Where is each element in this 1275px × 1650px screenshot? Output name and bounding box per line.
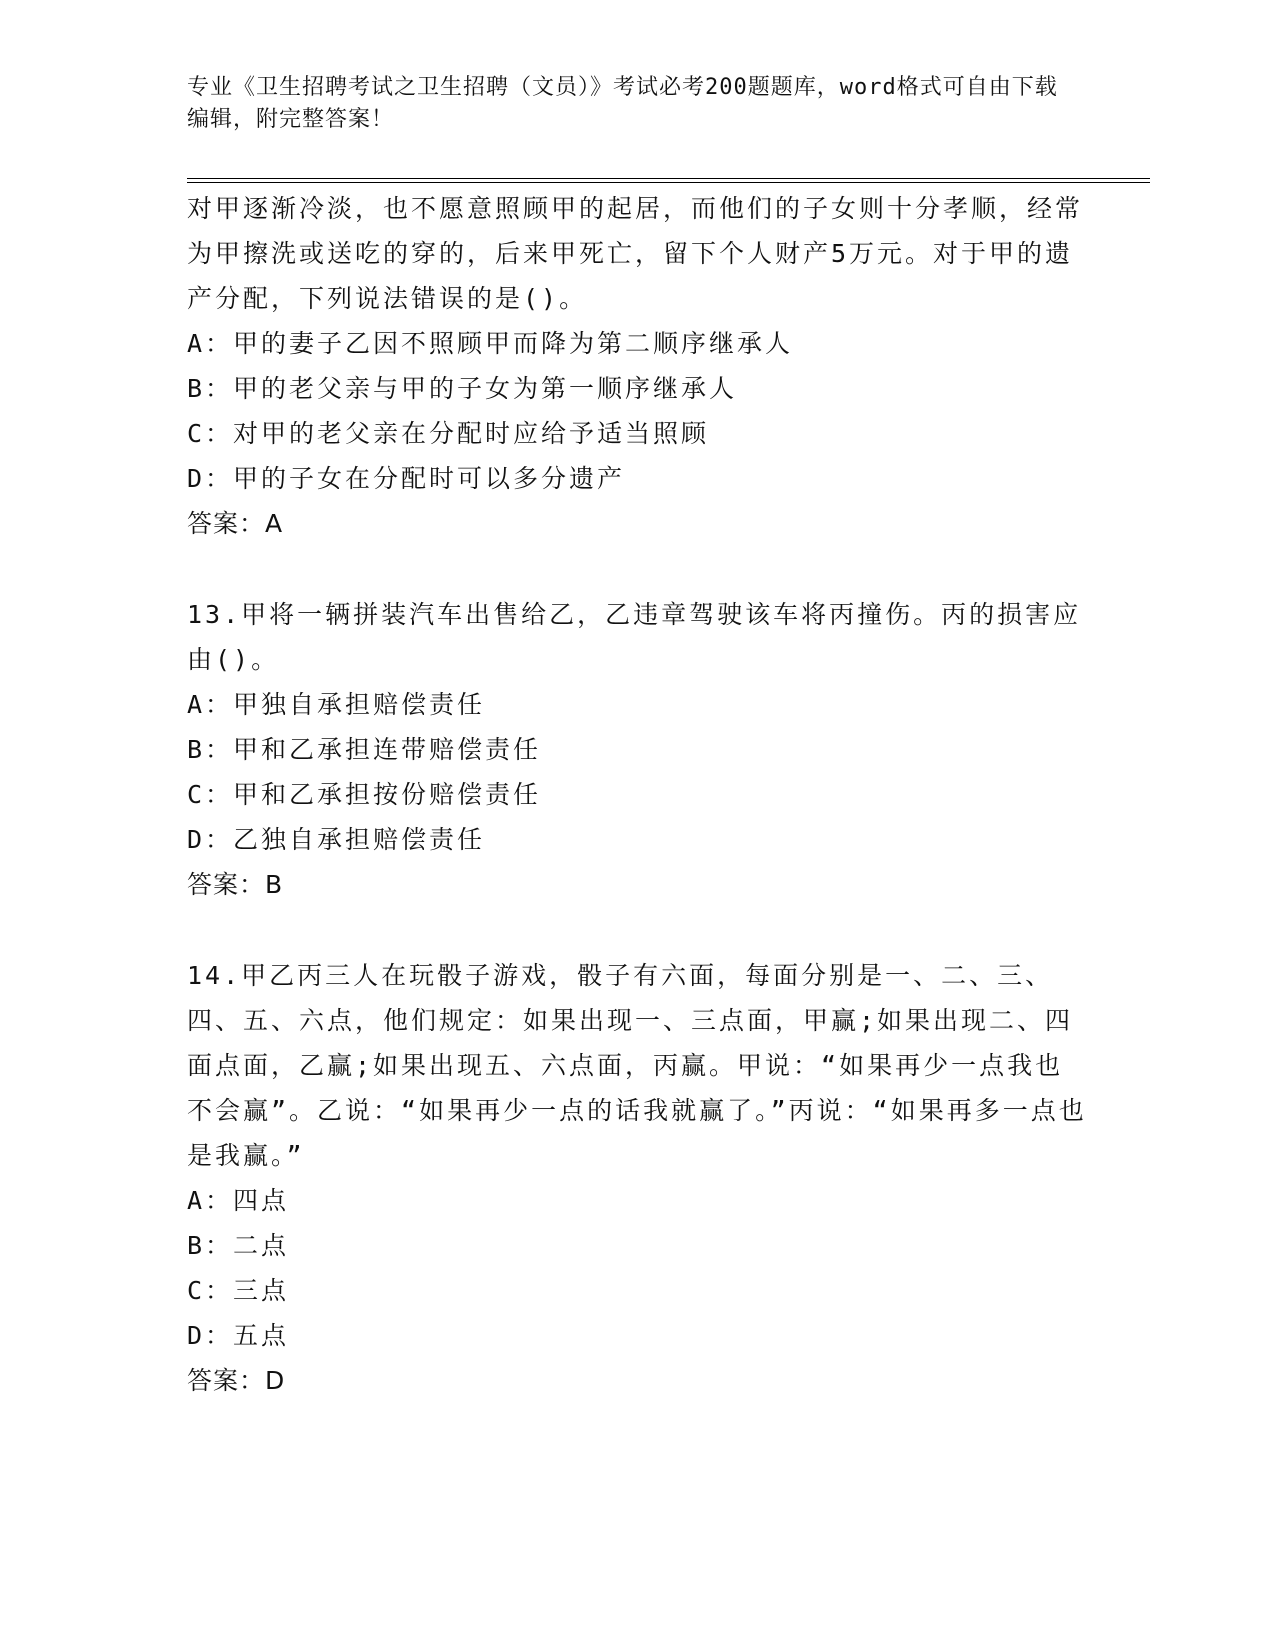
option-d: D：五点 bbox=[187, 1321, 290, 1350]
document-title: 专业《卫生招聘考试之卫生招聘（文员）》考试必考200题题库，word格式可自由下载编辑，附完整答案！ bbox=[187, 75, 1058, 132]
option-c: C：对甲的老父亲在分配时应给予适当照顾 bbox=[187, 419, 710, 448]
option-d: D：甲的子女在分配时可以多分遗产 bbox=[187, 464, 626, 493]
answer-line: 答案：A bbox=[187, 509, 284, 538]
option-a: A：甲独自承担赔偿责任 bbox=[187, 690, 486, 719]
option-b: B：甲的老父亲与甲的子女为第一顺序继承人 bbox=[187, 374, 738, 403]
question-stem: 对甲逐渐冷淡，也不愿意照顾甲的起居，而他们的子女则十分孝顺，经常为甲擦洗或送吃的穿的，后来甲死亡，留下个人财产5万元。对于甲的遗产分配，下列说法错误的是()。 bbox=[187, 194, 1084, 313]
question-list bbox=[187, 186, 1087, 1403]
question-stem: 13.甲将一辆拼装汽车出售给乙，乙违章驾驶该车将丙撞伤。丙的损害应由()。 bbox=[187, 600, 1082, 674]
question-stem: 14.甲乙丙三人在玩骰子游戏，骰子有六面，每面分别是一、二、三、四、五、六点，他们规定：如果出现一、三点面，甲赢;如果出现二、四面点面，乙赢;如果出现五、六点面，丙赢。甲说：“如果再少一点我也不会赢”。乙说：“如果再少一点的话我就赢了。”丙说：“如果再多一点也是我赢。” bbox=[187, 961, 1087, 1170]
answer-line: 答案：B bbox=[187, 870, 284, 899]
option-a: A：四点 bbox=[187, 1186, 290, 1215]
option-c: C：三点 bbox=[187, 1276, 290, 1305]
option-b: B：二点 bbox=[187, 1231, 290, 1260]
question-block-12 bbox=[187, 186, 1087, 546]
question-block-13 bbox=[187, 592, 1087, 907]
header-double-rule bbox=[187, 178, 1150, 183]
option-c: C：甲和乙承担按份赔偿责任 bbox=[187, 780, 542, 809]
document-header bbox=[187, 72, 1067, 136]
option-a: A：甲的妻子乙因不照顾甲而降为第二顺序继承人 bbox=[187, 329, 794, 358]
option-b: B：甲和乙承担连带赔偿责任 bbox=[187, 735, 542, 764]
answer-line: 答案：D bbox=[187, 1366, 286, 1395]
question-block-14 bbox=[187, 953, 1087, 1403]
option-d: D：乙独自承担赔偿责任 bbox=[187, 825, 486, 854]
